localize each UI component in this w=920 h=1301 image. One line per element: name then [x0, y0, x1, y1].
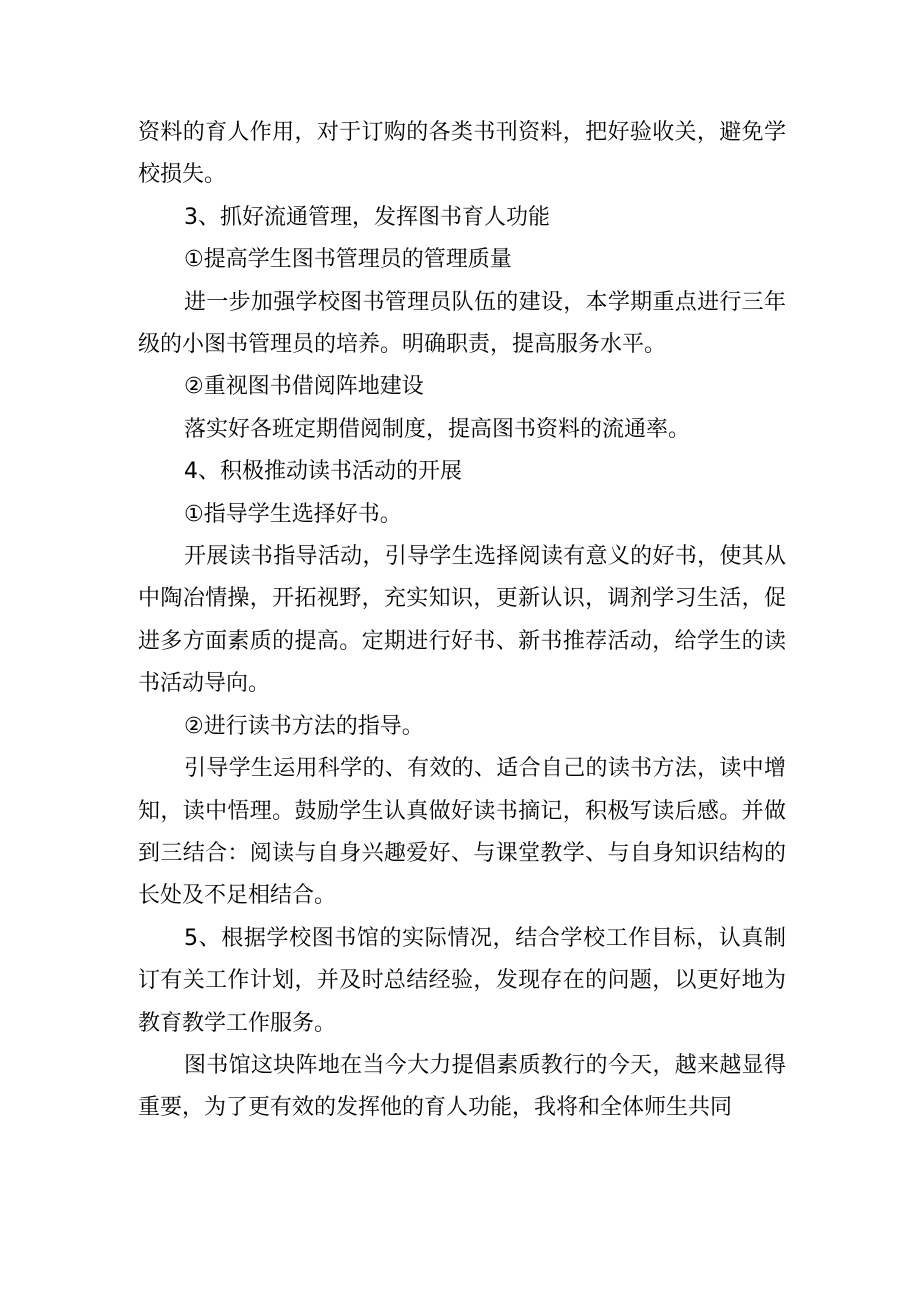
sub-heading: ①提高学生图书管理员的管理质量 — [184, 247, 512, 273]
section-heading: 4、积极推动读书活动的开展 — [184, 459, 462, 485]
section-heading: 5、根据学校图书馆的实际情况，结合学校工作目标，认真制订有关工作计划，并及时总结经验，发现存在的问题，以更好地为教育教学工作服务。 — [138, 925, 786, 1036]
paragraph: 落实好各班定期借阅制度，提高图书资料的流通率。 — [184, 416, 691, 442]
paragraph: 开展读书指导活动，引导学生选择阅读有意义的好书，使其从中陶冶情操，开拓视野，充实知识，更新认识，调剂学习生活，促进多方面素质的提高。定期进行好书、新书推荐活动，给学生的读书活动导向。 — [138, 544, 786, 697]
section-heading: 3、抓好流通管理，发挥图书育人功能 — [184, 204, 550, 230]
paragraph: 进一步加强学校图书管理员队伍的建设，本学期重点进行三年级的小图书管理员的培养。明确职责，提高服务水平。 — [138, 289, 786, 358]
paragraph: 资料的育人作用，对于订购的各类书刊资料，把好验收关，避免学校损失。 — [138, 120, 786, 188]
paragraph: 引导学生运用科学的、有效的、适合自己的读书方法，读中增知，读中悟理。鼓励学生认真做好读书摘记，积极写读后感。并做到三结合：阅读与自身兴趣爱好、与课堂教学、与自身知识结构的长处及不足相结合。 — [138, 756, 786, 909]
document-body — [138, 112, 786, 1130]
sub-heading: ②进行读书方法的指导。 — [184, 713, 424, 739]
sub-heading: ②重视图书借阅阵地建设 — [184, 374, 424, 400]
sub-heading: ①指导学生选择好书。 — [184, 501, 402, 527]
paragraph: 图书馆这块阵地在当今大力提倡素质教行的今天，越来越显得重要，为了更有效的发挥他的育人功能，我将和全体师生共同 — [138, 1052, 786, 1121]
